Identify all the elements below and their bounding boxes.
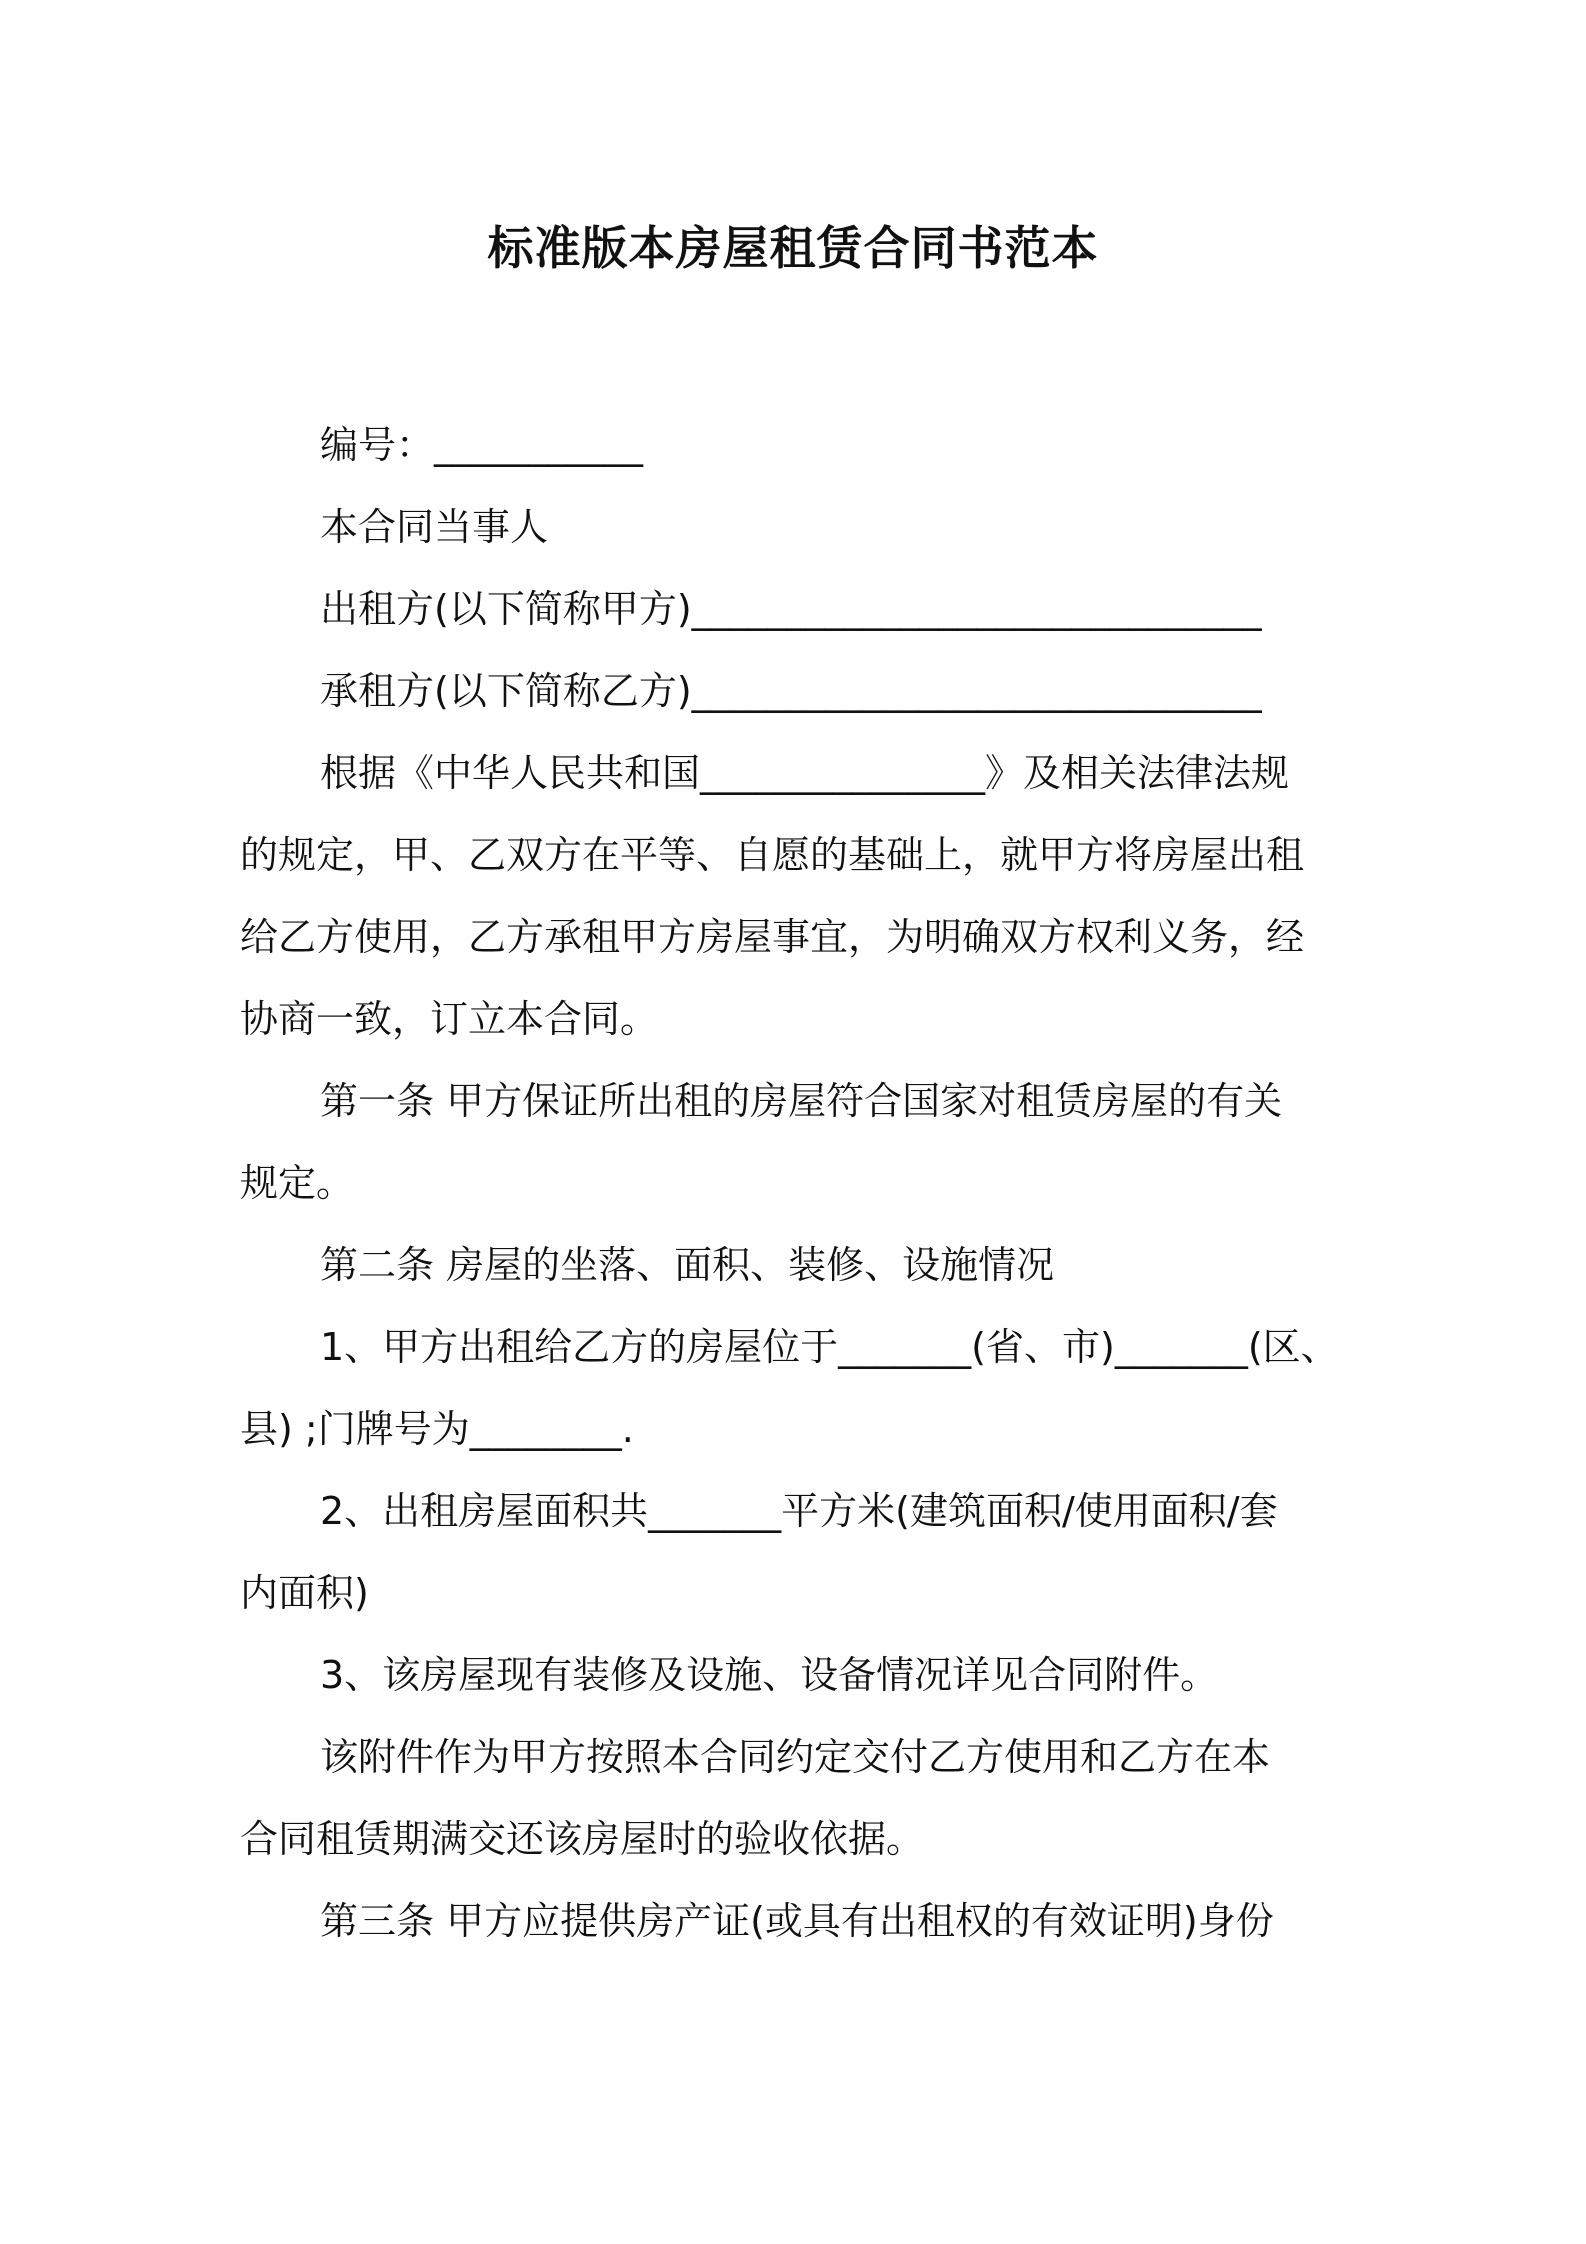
lessor-line: 出租方(以下简称甲方)______________________________	[320, 587, 1262, 631]
document-body	[240, 404, 1350, 1962]
article-1-line: 第一条 甲方保证所出租的房屋符合国家对租赁房屋的有关	[320, 1079, 1283, 1123]
article-2-item-2-line: 内面积)	[240, 1571, 369, 1615]
preamble-line: 根据《中华人民共和国_______________》及相关法律法规	[320, 751, 1290, 795]
annex-note-line: 该附件作为甲方按照本合同约定交付乙方使用和乙方在本	[320, 1735, 1271, 1779]
article-2-item-1-line: 县) ;门牌号为________.	[240, 1407, 634, 1451]
contract-number-line: 编号：___________	[320, 423, 644, 467]
article-3-line: 第三条 甲方应提供房产证(或具有出租权的有效证明)身份	[320, 1899, 1274, 1943]
preamble-line: 协商一致，订立本合同。	[240, 997, 659, 1041]
article-2-heading: 第二条 房屋的坐落、面积、装修、设施情况	[320, 1243, 1055, 1287]
annex-note-line: 合同租赁期满交还该房屋时的验收依据。	[240, 1817, 925, 1861]
article-2-item-1-line: 1、甲方出租给乙方的房屋位于_______(省、市)_______(区、	[320, 1325, 1339, 1369]
document-title: 标准版本房屋租赁合同书范本	[487, 221, 1099, 275]
preamble-line: 给乙方使用，乙方承租甲方房屋事宜，为明确双方权利义务，经	[240, 915, 1305, 959]
lessee-line: 承租方(以下简称乙方)______________________________	[320, 669, 1262, 713]
article-2-item-2-line: 2、出租房屋面积共_______平方米(建筑面积/使用面积/套	[320, 1489, 1278, 1533]
article-2-item-3-line: 3、该房屋现有装修及设施、设备情况详见合同附件。	[320, 1653, 1219, 1697]
preamble-line: 的规定，甲、乙双方在平等、自愿的基础上，就甲方将房屋出租	[240, 833, 1305, 877]
article-1-line: 规定。	[240, 1161, 355, 1205]
parties-heading: 本合同当事人	[320, 505, 549, 549]
